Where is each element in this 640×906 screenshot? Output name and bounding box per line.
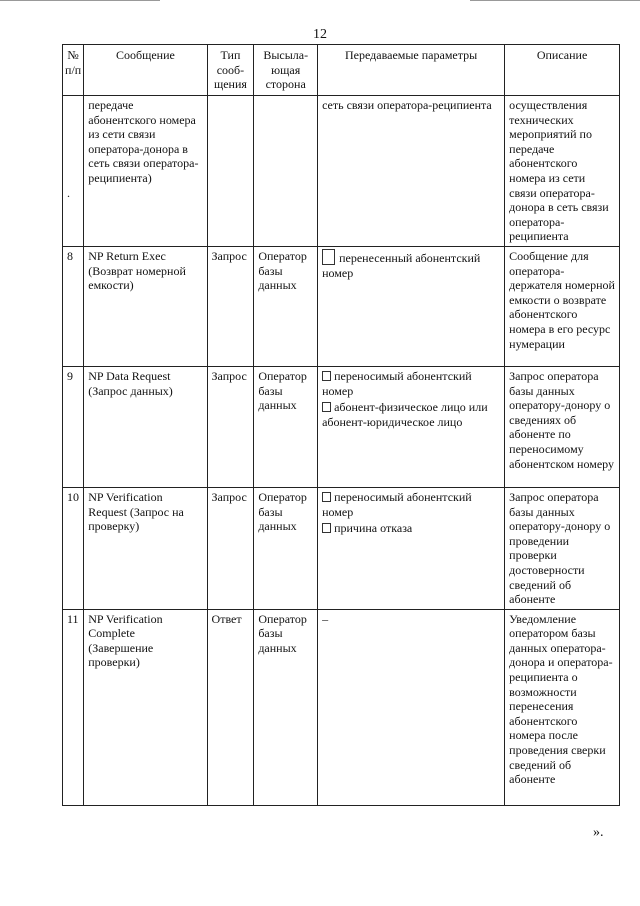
row-description: осуществления технических мероприятий по передаче абонентского номера из сети связи оператора-донора в сеть связи оператора-реципиента [505, 96, 620, 247]
row-type: Запрос [207, 487, 254, 609]
row-sender: Оператор базы данных [254, 487, 318, 609]
row-type: Запрос [207, 246, 254, 366]
row-type: Запрос [207, 366, 254, 487]
scan-edge-right [470, 0, 640, 5]
param-item: причина отказа [334, 521, 413, 536]
row-type: Ответ [207, 609, 254, 805]
table-row [63, 609, 620, 805]
table-row [63, 96, 620, 247]
row-params [318, 487, 505, 609]
row-sender: Оператор базы данных [254, 366, 318, 487]
row-params [318, 96, 505, 247]
row-sender [254, 96, 318, 247]
row-num: 8 [63, 246, 84, 366]
row-description: Сообщение для оператора-держателя номерной емкости о возврате абонентского номера в его ресурс нумерации [505, 246, 620, 366]
row-message: передаче абонентского номера из сети связи оператора-донора в сеть связи оператора-реципиента) [84, 96, 207, 247]
row-message: NP Return Exec (Возврат номерной емкости) [84, 246, 207, 366]
param-entry [322, 369, 500, 398]
row-params [318, 609, 505, 805]
param-item: – [322, 611, 329, 626]
page-number: 12 [313, 27, 327, 42]
row-description: Запрос оператора базы данных оператору-донору о проведении проверки достоверности сведений об абоненте [505, 487, 620, 609]
row-sender: Оператор базы данных [254, 246, 318, 366]
row-message: NP Data Request (Запрос данных) [84, 366, 207, 487]
checkbox-icon [322, 523, 331, 533]
header-type: Тип сооб-щения [207, 45, 254, 96]
row-description: Запрос оператора базы данных оператору-донору о сведениях об абоненте по переносимому абонентском номеру [505, 366, 620, 487]
param-item: переносимый абонентский номер [322, 489, 472, 519]
param-entry [322, 400, 500, 429]
row-num: 9 [63, 366, 84, 487]
row-num: 10 [63, 487, 84, 609]
header-description: Описание [505, 45, 620, 96]
param-item: переносимый абонентский номер [322, 368, 472, 398]
header-num: № п/п [63, 45, 84, 96]
checkbox-icon [322, 402, 331, 412]
checkbox-icon [322, 371, 331, 381]
row-message: NP Verification Request (Запрос на проверку) [84, 487, 207, 609]
row-type [207, 96, 254, 247]
row-num: 11 [63, 609, 84, 805]
header-sender: Высыла-ющая сторона [254, 45, 318, 96]
param-entry [322, 490, 500, 519]
param-entry [322, 521, 500, 536]
closing-mark: ». [593, 825, 604, 840]
stray-mark: . [67, 186, 70, 200]
param-item: перенесенный абонентский номер [322, 250, 481, 280]
row-params [318, 246, 505, 366]
row-params [318, 366, 505, 487]
param-item: сеть связи оператора-реципиента [322, 98, 492, 112]
scan-edge-left [0, 0, 160, 5]
row-sender: Оператор базы данных [254, 609, 318, 805]
checkbox-icon [322, 492, 331, 502]
row-num [63, 96, 84, 247]
header-message: Сообщение [84, 45, 207, 96]
param-item: абонент-физическое лицо или абонент-юридическое лицо [322, 400, 488, 429]
table-header-row [63, 45, 620, 96]
row-message: NP Verification Complete (Завершение проверки) [84, 609, 207, 805]
row-description: Уведомление оператором базы данных оператора-донора и оператора-реципиента о возможности перенесения абонентского номера после проведения сверки сведений об абоненте [505, 609, 620, 805]
header-params: Передаваемые параметры [318, 45, 505, 96]
checkbox-icon [322, 249, 335, 265]
messages-table [62, 44, 620, 806]
table-row [63, 246, 620, 366]
table-row [63, 487, 620, 609]
table-row [63, 366, 620, 487]
